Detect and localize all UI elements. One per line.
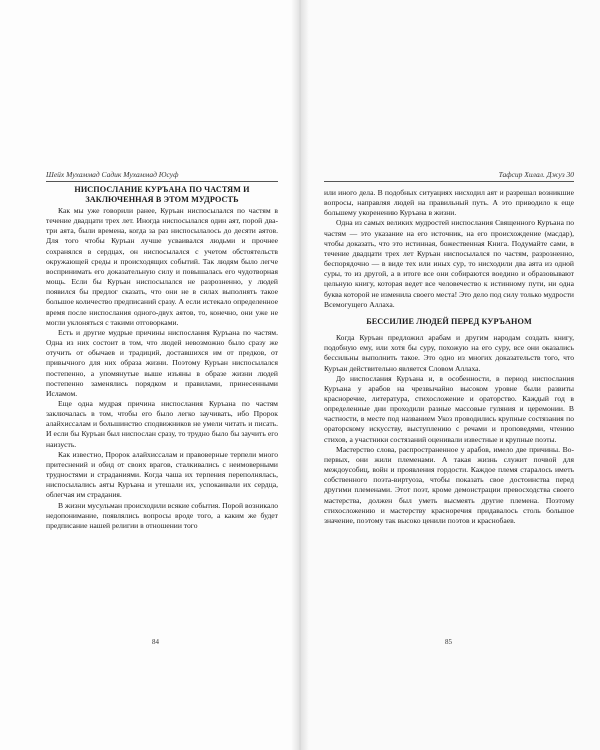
header-rule: [324, 181, 574, 182]
running-head-title: Тафсир Хилал. Джуз 30: [498, 170, 574, 179]
paragraph: или иного дела. В подобных ситуациях нисходил аят и разрешал возникшие вопросы, направляя людей на правильный путь. А это приводило к еще большему укоренению Куръана в жизни.: [324, 188, 574, 218]
paragraph: До ниспослания Куръана и, в особенности, в период ниспослания Куръана у арабов на чрезвычайно высоком уровне были развиты красноречие, литература, стихосложение и ораторство. Каждый год в определенные дни проходили разные массовые гуляния и церемонии. В частности, в месте под названием Укоз проводились крупные состязания по ораторскому искусству, выступлению с речами и проповедями, чтению стихов, а участники состязаний оценивали известные и крупные поэты.: [324, 373, 574, 444]
left-body-text: [46, 206, 278, 531]
paragraph: Как известно, Пророк алайхиссалам и правоверные терпели много притеснений и обид от своих врагов, сталкивались с неимоверными трудностями и страданиями. Когда чаша их терпения переполнялась, ниспосылались аяты Куръана и утешали их, успокаивали их сердца, облегчая им страдания.: [46, 449, 278, 500]
paragraph: Мастерство слова, распространенное у арабов, имело две причины. Во-первых, они жили племенами. А такая жизнь служит почвой для междоусобиц, войн и проявления гордости. Каждое племя старалось иметь собственного поэта-виртуоза, чтобы показать свое достоинства перед другими племенами. Этот поэт, кроме демонстрации превосходства своего мастерства, должен был уметь высмеять другие племена. Поэтому стихосложению и мастерству красноречия придавалось столь большое значение, поэтому так высоко ценили поэтов и краснобаев.: [324, 444, 574, 525]
paragraph: Когда Куръан предложил арабам и другим народам создать книгу, подобную ему, или хотя бы суру, похожую на его суру, все они оказались бессильны выполнить такое. Это одно из многих доказательств того, что Куръан действительно является Словом Аллаха.: [324, 333, 574, 373]
right-body-text: [324, 188, 574, 526]
paragraph: В жизни мусульман происходили всякие события. Порой возникало недопонимание, появлялись вопросы вроде того, а каким же будет предписание нашей религии в отношении того: [46, 500, 278, 530]
right-paragraphs-before: [324, 188, 574, 310]
page-number: 85: [445, 638, 452, 646]
section-heading: БЕССИЛИЕ ЛЮДЕЙ ПЕРЕД КУРЪАНОМ: [366, 316, 532, 326]
book-gutter-shadow: [291, 0, 309, 750]
running-head-author: Шейх Мухаммад Садик Мухаммад Юсуф: [46, 170, 179, 179]
section-heading: НИСПОСЛАНИЕ КУРЪАНА ПО ЧАСТЯМ И ЗАКЛЮЧЕННАЯ В ЭТОМ МУДРОСТЬ: [74, 185, 250, 205]
right-page: [300, 0, 600, 750]
paragraph: Есть и другие мудрые причины ниспослания Куръана по частям. Одна из них состоит в том, что людей невозможно было сразу же отучить от обычаев и традиций, доставшихся им от предков, от привычного для них образа жизни. Поэтому Куръан ниспосылался постепенно, а упомянутые выше изъяны в образе жизни людей постепенно заменялись порядком и правилами, принесенными Исламом.: [46, 327, 278, 398]
right-paragraphs-after: [324, 333, 574, 526]
paragraph: Как мы уже говорили ранее, Куръан ниспосылался по частям в течение двадцати трех лет. Иногда ниспосылался один аят, порой два-три аята, были времена, когда за раз ниспосылалось до десяти аятов. Для того чтобы Куръан лучше усваивался людьми и прочнее сохранялся в сердцах, он ниспосылался с учетом обстоятельств окружающей среды и происходящих событий. Так людям было легче воспринимать его доказательную силу и повышалась его чудотворная мощь. Если бы Куръан ниспосылался не разрозненно, у людей появился бы предлог сказать, что они не в силах выполнять такое большое количество предписаний сразу. А если истекало определенное время после ниспослания одного-двух аятов, то, конечно, они уже не могли уклоняться с такими отговорками.: [46, 206, 278, 327]
page-number: 84: [152, 638, 159, 646]
paragraph: Одна из самых великих мудростей ниспослания Священного Куръана по частям — это указание на его источник, на его происхождение (масдар), чтобы доказать, что это истинная, божественная Книга. Подумайте сами, в течение двадцати трех лет Куръан ниспосылался по частям, разрозненно, беспорядочно — в виде тех или иных сур, то нисходили два аята из одной суры, то из другой, а в итоге все они собираются воедино и образовывают цельную книгу, которая ведет все человечество к истинному пути, ни одна буква которой не изменила своего места! Это дело под силу только мудрости Всемогущего Аллаха.: [324, 218, 574, 309]
header-rule: [46, 181, 278, 182]
paragraph: Еще одна мудрая причина ниспослания Куръана по частям заключалась в том, чтобы его было легко заучивать, ибо Пророк алайхиссалам и большинство сподвижников не умели читать и писать. И если бы Куръан был ниспослан сразу, то трудно было бы заучить его наизусть.: [46, 398, 278, 449]
